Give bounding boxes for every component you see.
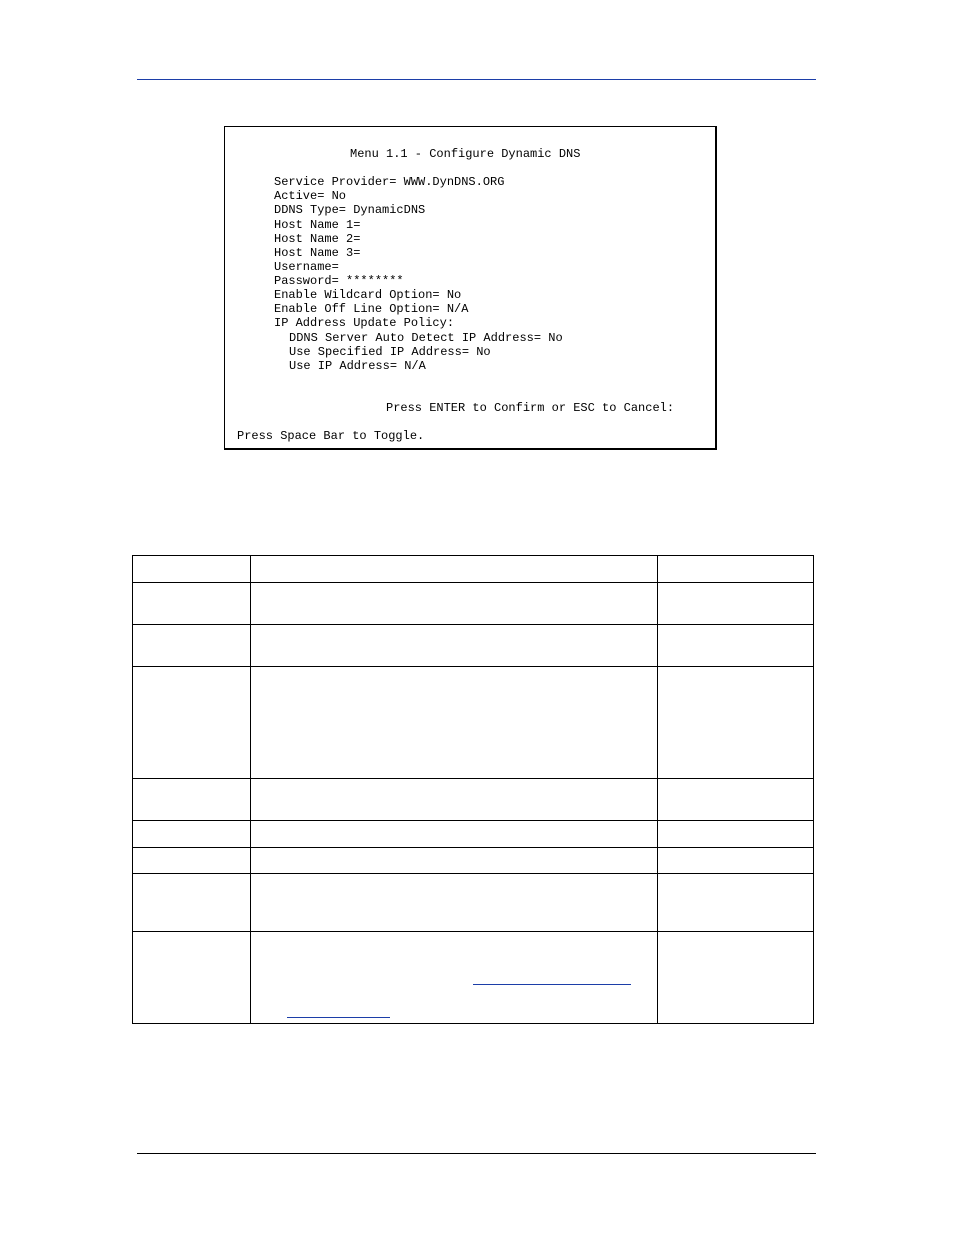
field-password[interactable]: Password= ******** — [274, 274, 404, 288]
field-enable-wildcard[interactable]: Enable Wildcard Option= No — [274, 288, 462, 302]
field-service-provider[interactable]: Service Provider= WWW.DynDNS.ORG — [274, 175, 505, 189]
ddns-terminal-screen — [224, 126, 717, 450]
table-header-row — [133, 556, 814, 583]
field-username[interactable]: Username= — [274, 260, 339, 274]
footer-rule — [137, 1153, 816, 1154]
confirm-prompt: Press ENTER to Confirm or ESC to Cancel: — [386, 401, 675, 415]
field-auto-detect-ip[interactable]: DDNS Server Auto Detect IP Address= No — [289, 331, 563, 345]
table-row — [133, 779, 814, 821]
field-description-table — [132, 555, 814, 1024]
table-row — [133, 848, 814, 874]
header-rule — [137, 79, 816, 80]
field-active[interactable]: Active= No — [274, 189, 347, 203]
field-host-name-2[interactable]: Host Name 2= — [274, 232, 361, 246]
field-ip-update-policy: IP Address Update Policy: — [274, 316, 455, 330]
table-row — [133, 932, 814, 1024]
menu-title: Menu 1.1 - Configure Dynamic DNS — [350, 147, 581, 161]
field-use-specified-ip[interactable]: Use Specified IP Address= No — [289, 345, 491, 359]
field-ddns-type[interactable]: DDNS Type= DynamicDNS — [274, 203, 426, 217]
table-row — [133, 874, 814, 932]
table-row — [133, 583, 814, 625]
toggle-hint: Press Space Bar to Toggle. — [237, 429, 425, 443]
hyperlink-underline[interactable] — [287, 1017, 390, 1018]
field-host-name-1[interactable]: Host Name 1= — [274, 218, 361, 232]
table-row — [133, 821, 814, 848]
field-enable-offline[interactable]: Enable Off Line Option= N/A — [274, 302, 469, 316]
field-use-ip-address[interactable]: Use IP Address= N/A — [289, 359, 426, 373]
hyperlink-underline[interactable] — [473, 984, 631, 985]
table-row — [133, 667, 814, 779]
table-row — [133, 625, 814, 667]
field-host-name-3[interactable]: Host Name 3= — [274, 246, 361, 260]
